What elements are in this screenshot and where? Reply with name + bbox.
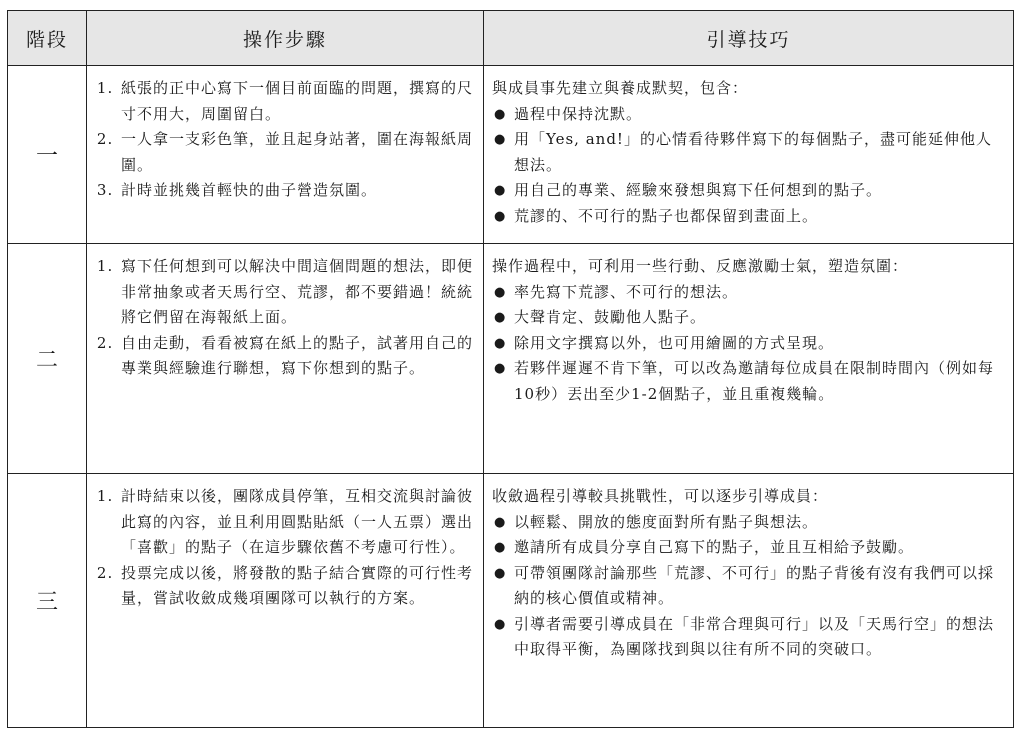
- tips-cell: [484, 244, 1014, 474]
- bullet-icon: ●: [494, 132, 507, 147]
- step-list: [95, 484, 473, 612]
- tips-intro: 操作過程中，可利用一些行動、反應激勵士氣，塑造氛圍：: [492, 257, 909, 275]
- stage-cell: 二: [8, 244, 87, 474]
- header-stage: 階段: [8, 11, 87, 66]
- bullet-icon: ●: [494, 540, 507, 555]
- tip-text: 以輕鬆、開放的態度面對所有點子與想法。: [514, 512, 819, 531]
- step-item: 2. 一人拿一支彩色筆，並且起身站著，圍在海報紙周圍。: [119, 127, 473, 178]
- step-item: 2. 自由走動，看看被寫在紙上的點子，試著用自己的專業與經驗進行聯想，寫下你想到的點子。: [119, 331, 473, 382]
- tip-list: [492, 102, 1003, 230]
- bullet-icon: ●: [494, 310, 507, 325]
- tip-text: 引導者需要引導成員在「非常合理與可行」以及「天馬行空」的想法中取得平衡，為團隊找到與以往有所不同的突破口。: [514, 614, 995, 658]
- header-steps: 操作步驟: [87, 11, 484, 66]
- steps-cell: [87, 244, 484, 474]
- tip-text: 率先寫下荒謬、不可行的想法。: [514, 282, 739, 301]
- table-row: [8, 244, 1014, 474]
- tip-item: [494, 305, 1003, 331]
- tip-text: 若夥伴遲遲不肯下筆，可以改為邀請每位成員在限制時間內（例如每10秒）丟出至少1-2個點子，並且重複幾輪。: [514, 359, 995, 403]
- stage-cell: 一: [8, 66, 87, 244]
- tip-item: [494, 280, 1003, 306]
- tip-text: 大聲肯定、鼓勵他人點子。: [514, 308, 707, 326]
- header-tips: 引導技巧: [484, 11, 1014, 66]
- bullet-icon: ●: [494, 208, 507, 224]
- bullet-icon: ●: [494, 361, 507, 376]
- facilitation-table: [7, 10, 1014, 728]
- tip-item: [494, 510, 1003, 536]
- stage-cell: 三: [8, 474, 87, 728]
- tip-text: 除用文字撰寫以外，也可用繪圖的方式呈現。: [514, 333, 835, 352]
- tip-list: [492, 280, 1003, 408]
- bullet-icon: ●: [494, 335, 507, 351]
- tip-text: 用自己的專業、經驗來發想與寫下任何想到的點子。: [514, 181, 883, 199]
- table-row: [8, 474, 1014, 728]
- steps-cell: [87, 66, 484, 244]
- bullet-icon: ●: [494, 616, 507, 632]
- tip-list: [492, 510, 1003, 663]
- tip-item: [494, 127, 1003, 178]
- step-item: 2. 投票完成以後，將發散的點子結合實際的可行性考量，嘗試收斂成幾項團隊可以執行的方案。: [119, 561, 473, 612]
- tip-item: [494, 102, 1003, 128]
- table-row: [8, 66, 1014, 244]
- step-item: 1. 紙張的正中心寫下一個目前面臨的問題，撰寫的尺寸不用大，周圍留白。: [119, 76, 473, 127]
- table-header-row: [8, 11, 1014, 66]
- tip-item: [494, 178, 1003, 204]
- document-page: [7, 10, 1013, 728]
- tips-intro: 與成員事先建立與養成默契，包含：: [492, 79, 749, 97]
- tip-item: [494, 561, 1003, 612]
- step-list: [95, 254, 473, 382]
- bullet-icon: ●: [494, 514, 507, 530]
- tip-text: 可帶領團隊討論那些「荒謬、不可行」的點子背後有沒有我們可以採納的核心價值或精神。: [514, 563, 995, 607]
- tip-item: [494, 356, 1003, 407]
- steps-cell: [87, 474, 484, 728]
- bullet-icon: ●: [494, 183, 507, 198]
- tip-text: 邀請所有成員分享自己寫下的點子，並且互相給予鼓勵。: [514, 538, 915, 556]
- bullet-icon: ●: [494, 106, 507, 122]
- step-item: 1. 計時結束以後，團隊成員停筆，互相交流與討論彼此寫的內容，並且利用圓點貼紙（一人五票）選出「喜歡」的點子（在這步驟依舊不考慮可行性）。: [119, 484, 473, 561]
- tip-text: 荒謬的、不可行的點子也都保留到畫面上。: [514, 206, 819, 225]
- tips-cell: [484, 474, 1014, 728]
- tip-text: 過程中保持沈默。: [514, 104, 643, 123]
- step-list: [95, 76, 473, 204]
- tips-cell: [484, 66, 1014, 244]
- tip-item: [494, 535, 1003, 561]
- bullet-icon: ●: [494, 284, 507, 300]
- tip-text: 用「Yes, and!」的心情看待夥伴寫下的每個點子，盡可能延伸他人想法。: [514, 130, 992, 174]
- step-item: 3. 計時並挑幾首輕快的曲子營造氛圍。: [119, 178, 473, 204]
- step-item: 1. 寫下任何想到可以解決中間這個問題的想法，即便非常抽象或者天馬行空、荒謬，都不要錯過！統統將它們留在海報紙上面。: [119, 254, 473, 331]
- tip-item: [494, 204, 1003, 230]
- tip-item: [494, 331, 1003, 357]
- bullet-icon: ●: [494, 565, 507, 581]
- tip-item: [494, 612, 1003, 663]
- tips-intro: 收斂過程引導較具挑戰性，可以逐步引導成員：: [492, 487, 829, 505]
